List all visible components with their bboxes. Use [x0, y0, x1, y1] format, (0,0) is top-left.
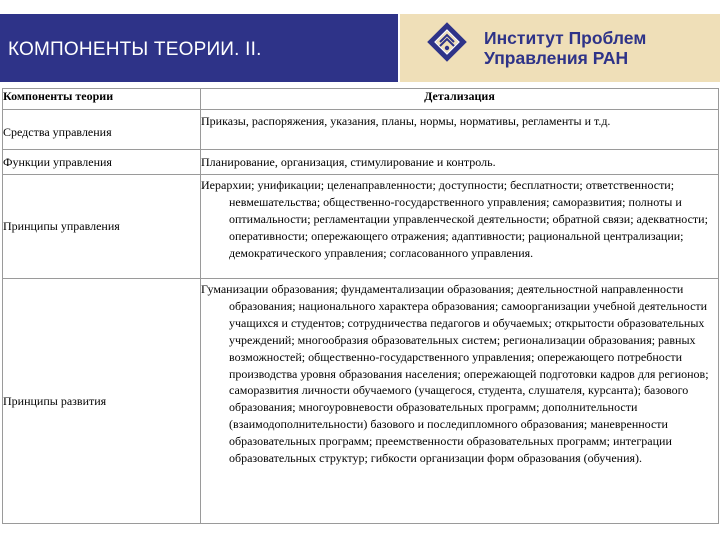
slide-title: КОМПОНЕНТЫ ТЕОРИИ. II. — [8, 39, 262, 60]
component-cell — [3, 279, 201, 524]
institute-name-line1: Институт Проблем — [484, 28, 647, 48]
detail-text: Гуманизации образования; фундаментализации образования; деятельностной направленности образования; национального характера образования; самоорганизации учебной деятельности учащихся и студентов; сотрудничества педагогов и обучаемых; открытости образовательных учреждений; многообразия образовательных систем; регионализации образования; равных возможностей; общественно-государственного управления; опережающего потребности производства уровня образования населения; опережающей подготовки кадров для регионов; саморазвития личности обучаемого (учащегося, студента, слушателя, курсанта); базового образования; многоуровневости образовательных программ; дополнительности (взаимодополнительности) базового и последипломного образования; маневренности образовательных программ; преемственности образовательных программ; интеграции образовательных структур; гибкости организации форм образования (обучения). — [201, 282, 709, 466]
ipu-ras-logo-icon — [427, 22, 467, 62]
detail-text: Иерархии; унификации; целенаправленности; доступности; бесплатности; ответственности; невмешательства; общественно-государственного управления; саморазвития; полноты и оптимальности; регламентации управленческой деятельности; обратной связи; адекватности; оперативности; опережающего отражения; адаптивности; рациональной централизации; демократического управления; согласованного управления. — [201, 178, 708, 260]
institute-name — [484, 28, 646, 68]
table-header-row — [3, 89, 719, 110]
table-row — [3, 110, 719, 150]
detail-text: Приказы, распоряжения, указания, планы, нормы, нормативы, регламенты и т.д. — [201, 114, 611, 128]
detail-cell — [201, 150, 719, 175]
column-header-detail: Детализация — [201, 89, 719, 110]
theory-components-table — [2, 88, 719, 524]
detail-cell — [201, 110, 719, 150]
table-row — [3, 150, 719, 175]
component-name: Средства управления — [3, 125, 112, 139]
detail-text: Планирование, организация, стимулирование и контроль. — [201, 154, 496, 169]
component-name: Функции управления — [3, 154, 112, 169]
detail-cell — [201, 279, 719, 524]
institute-name-line2: Управления РАН — [484, 48, 629, 68]
component-name: Принципы управления — [3, 219, 120, 233]
column-header-components: Компоненты теории — [3, 89, 201, 110]
component-cell — [3, 150, 201, 175]
component-name: Принципы развития — [3, 393, 107, 408]
slide-header — [0, 0, 720, 82]
table-row — [3, 175, 719, 279]
detail-cell — [201, 175, 719, 279]
component-cell — [3, 175, 201, 279]
table-row — [3, 279, 719, 524]
component-cell — [3, 110, 201, 150]
